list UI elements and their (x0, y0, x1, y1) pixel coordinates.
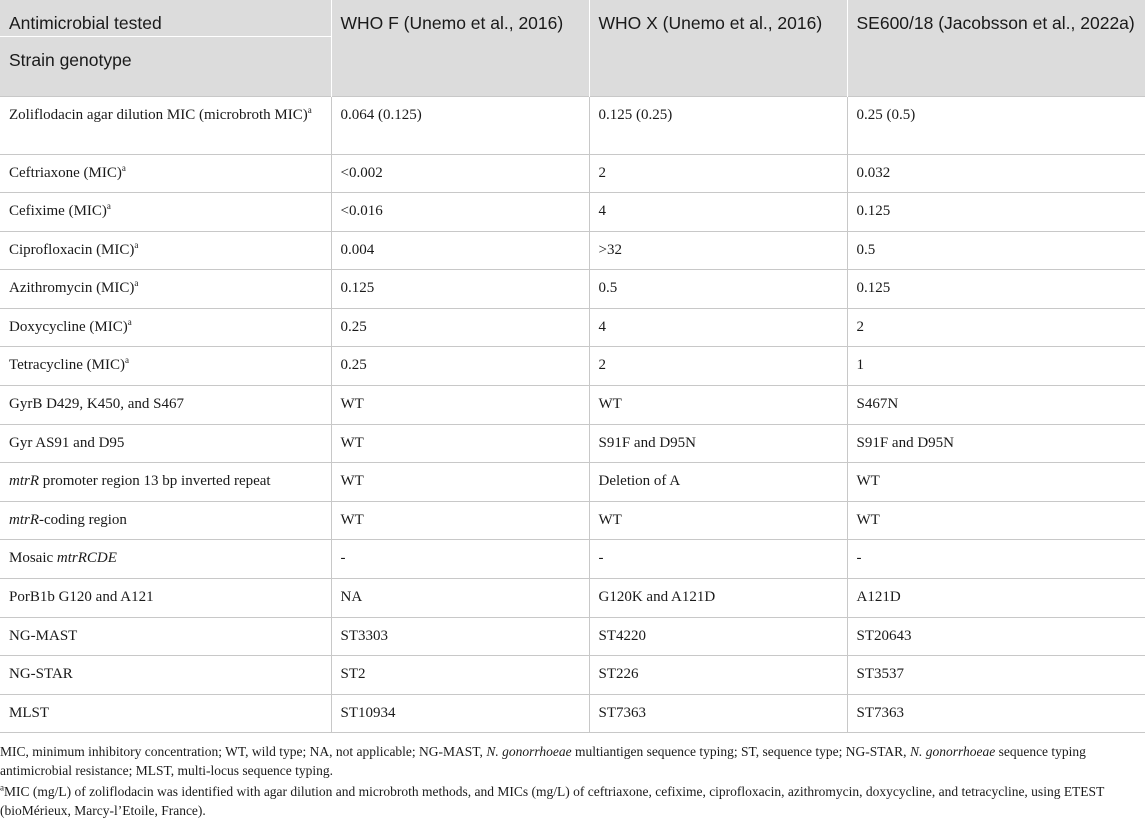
footnote-marker: a (0, 782, 4, 793)
cell-who-x: ST4220 (589, 617, 847, 656)
cell-who-x: WT (589, 501, 847, 540)
cell-who-x: WT (589, 386, 847, 425)
cell-who-x: 0.5 (589, 270, 847, 309)
row-label: mtrR-coding region (0, 501, 331, 540)
header-se600: SE600/18 (Jacobsson et al., 2022a) (847, 0, 1145, 96)
cell-who-f: WT (331, 386, 589, 425)
footnote-marker: a (307, 104, 312, 115)
cell-who-f: <0.016 (331, 193, 589, 232)
row-label: Mosaic mtrRCDE (0, 540, 331, 579)
table-row (0, 386, 1145, 425)
cell-se600: ST7363 (847, 694, 1145, 733)
cell-who-x: ST226 (589, 656, 847, 695)
footnote-a: $^a$MIC (mg/L) of zoliflodacin was identified with agar dilution and microbroth methods, and MICs (mg/L) of ceftriaxone, cefixime, ciprofloxacin, azithromycin, doxycycline, and tetracycline, using ETEST (bioMérieux, Marcy-l’Etoile, France). (0, 782, 1105, 819)
table-header (0, 0, 1145, 96)
cell-who-x: >32 (589, 231, 847, 270)
cell-se600: S467N (847, 386, 1145, 425)
cell-who-x: ST7363 (589, 694, 847, 733)
footnote-marker: a (106, 201, 111, 212)
table-row (0, 501, 1145, 540)
table-row (0, 308, 1145, 347)
cell-who-f: ST2 (331, 656, 589, 695)
table-row (0, 347, 1145, 386)
table-row (0, 424, 1145, 463)
cell-who-f: 0.25 (331, 308, 589, 347)
cell-who-x: 2 (589, 347, 847, 386)
row-label: Zoliflodacin agar dilution MIC (microbroth MIC)$^a$ (0, 96, 331, 154)
row-label: Cefixime (MIC)$^a$ (0, 193, 331, 232)
table-row (0, 656, 1145, 695)
cell-who-f: 0.125 (331, 270, 589, 309)
row-label: PorB1b G120 and A121 (0, 579, 331, 618)
footnote-marker: a (124, 355, 129, 366)
table-row (0, 579, 1145, 618)
cell-who-x: Deletion of A (589, 463, 847, 502)
row-label: Ceftriaxone (MIC)$^a$ (0, 154, 331, 193)
table-row (0, 96, 1145, 154)
cell-who-f: <0.002 (331, 154, 589, 193)
cell-who-f: WT (331, 501, 589, 540)
cell-se600: A121D (847, 579, 1145, 618)
cell-who-x: G120K and A121D (589, 579, 847, 618)
cell-se600: ST20643 (847, 617, 1145, 656)
cell-se600: WT (847, 501, 1145, 540)
row-label: NG-STAR (0, 656, 331, 695)
table-row (0, 231, 1145, 270)
footnote-marker: a (127, 316, 132, 327)
cell-se600: 0.032 (847, 154, 1145, 193)
cell-who-x: 0.125 (0.25) (589, 96, 847, 154)
header-who-x: WHO X (Unemo et al., 2016) (589, 0, 847, 96)
footnote-marker: a (134, 239, 139, 250)
table-row (0, 463, 1145, 502)
header-strain-genotype: Strain genotype (0, 36, 331, 82)
cell-who-f: WT (331, 424, 589, 463)
table-row (0, 540, 1145, 579)
table-footnotes (0, 733, 1145, 820)
row-label: MLST (0, 694, 331, 733)
cell-se600: 2 (847, 308, 1145, 347)
cell-who-x: S91F and D95N (589, 424, 847, 463)
footnote-marker: a (134, 278, 139, 289)
cell-se600: 0.125 (847, 270, 1145, 309)
row-label: mtrR promoter region 13 bp inverted repeat (0, 463, 331, 502)
table-row (0, 154, 1145, 193)
cell-who-x: 4 (589, 308, 847, 347)
table-body (0, 96, 1145, 733)
row-label: Gyr AS91 and D95 (0, 424, 331, 463)
row-label: GyrB D429, K450, and S467 (0, 386, 331, 425)
footnote-marker: a (121, 162, 126, 173)
cell-who-x: - (589, 540, 847, 579)
table-row (0, 193, 1145, 232)
cell-who-f: WT (331, 463, 589, 502)
abbreviations-note: MIC, minimum inhibitory concentration; WT, wild type; NA, not applicable; NG-MAST, N. gonorrhoeae multiantigen sequence typing; ST, sequence type; NG-STAR, N. gonorrhoeae sequence typing antimicrobial resistance; MLST, multi-locus sequence typing. (0, 744, 1086, 779)
cell-who-x: 2 (589, 154, 847, 193)
row-label: NG-MAST (0, 617, 331, 656)
row-label: Doxycycline (MIC)$^a$ (0, 308, 331, 347)
table-row (0, 617, 1145, 656)
header-who-f: WHO F (Unemo et al., 2016) (331, 0, 589, 96)
cell-who-f: 0.25 (331, 347, 589, 386)
cell-se600: - (847, 540, 1145, 579)
cell-who-f: 0.064 (0.125) (331, 96, 589, 154)
header-row (0, 0, 1145, 96)
table-row (0, 694, 1145, 733)
row-label: Ciprofloxacin (MIC)$^a$ (0, 231, 331, 270)
cell-se600: ST3537 (847, 656, 1145, 695)
cell-who-f: - (331, 540, 589, 579)
cell-se600: S91F and D95N (847, 424, 1145, 463)
cell-se600: 0.125 (847, 193, 1145, 232)
row-label: Tetracycline (MIC)$^a$ (0, 347, 331, 386)
header-antimicrobial (0, 0, 331, 96)
cell-who-f: ST10934 (331, 694, 589, 733)
cell-se600: 1 (847, 347, 1145, 386)
cell-who-x: 4 (589, 193, 847, 232)
cell-se600: 0.25 (0.5) (847, 96, 1145, 154)
cell-se600: 0.5 (847, 231, 1145, 270)
cell-se600: WT (847, 463, 1145, 502)
header-antimicrobial-tested: Antimicrobial tested (9, 13, 162, 33)
table-row (0, 270, 1145, 309)
row-label: Azithromycin (MIC)$^a$ (0, 270, 331, 309)
cell-who-f: NA (331, 579, 589, 618)
cell-who-f: ST3303 (331, 617, 589, 656)
cell-who-f: 0.004 (331, 231, 589, 270)
